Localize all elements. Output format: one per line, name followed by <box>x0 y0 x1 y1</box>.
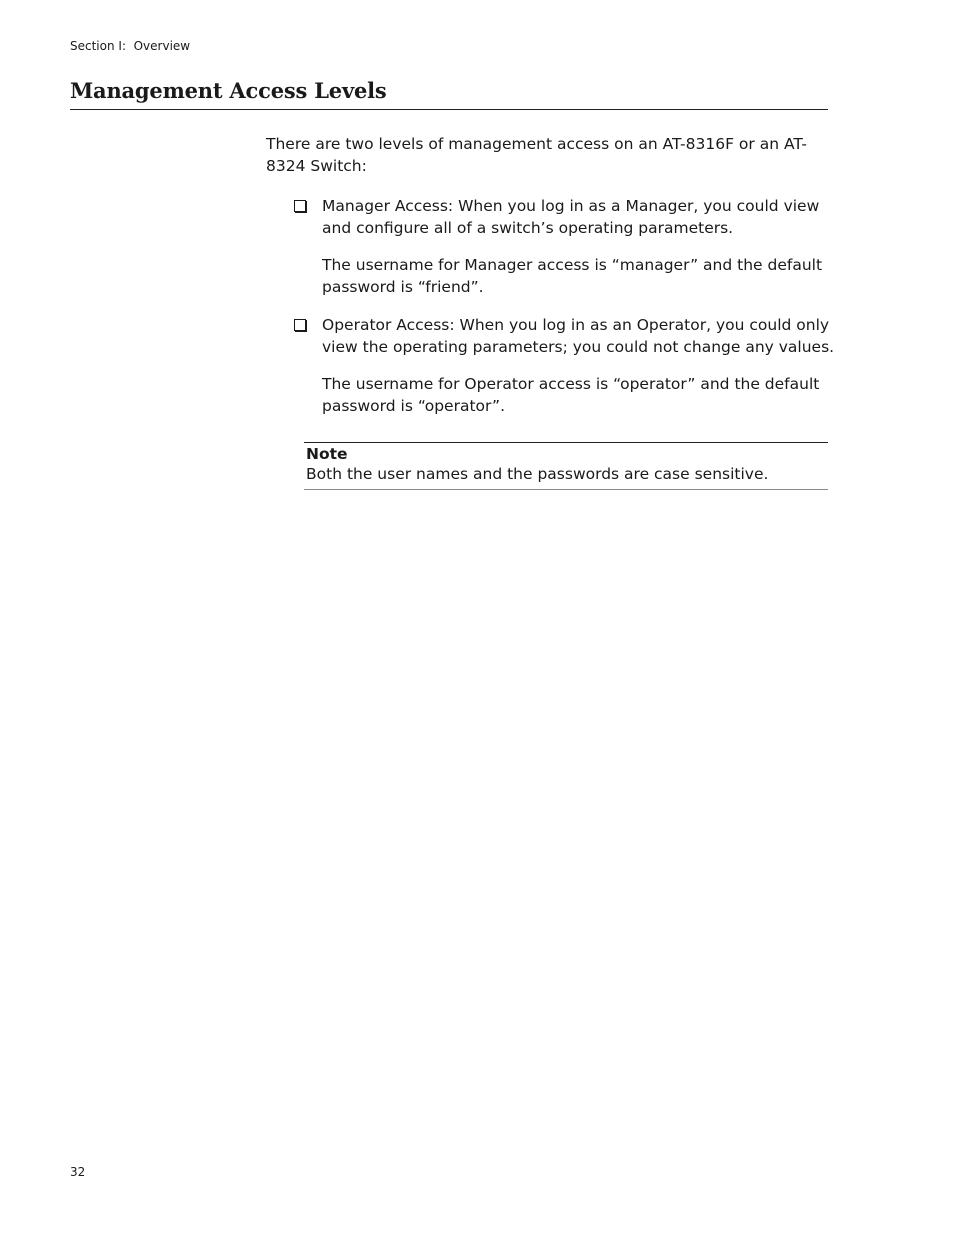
page-number: 32 <box>70 1165 86 1179</box>
page-title: Management Access Levels <box>70 78 387 103</box>
operator-access-detail: The username for Operator access is “operator” and the default password is “operator”. <box>322 375 820 415</box>
note-label: Note <box>306 445 348 463</box>
operator-access-item: Operator Access: When you log in as an Operator, you could only view the operating parameters; you could not change any values. <box>322 316 835 356</box>
intro-paragraph: There are two levels of management access on an AT-8316F or an AT-8324 Switch: <box>266 135 808 175</box>
manager-access-item: Manager Access: When you log in as a Manager, you could view and configure all of a switch’s operating parameters. <box>322 197 820 237</box>
manager-access-detail: The username for Manager access is “manager” and the default password is “friend”. <box>322 256 823 296</box>
note-top-rule <box>304 442 828 443</box>
note-bottom-rule <box>304 489 828 490</box>
checkbox-bullet-icon <box>294 200 306 212</box>
title-rule <box>70 109 828 110</box>
running-header: Section I: Overview <box>70 39 191 53</box>
note-text: Both the user names and the passwords are case sensitive. <box>306 465 769 483</box>
checkbox-bullet-icon <box>294 319 306 331</box>
